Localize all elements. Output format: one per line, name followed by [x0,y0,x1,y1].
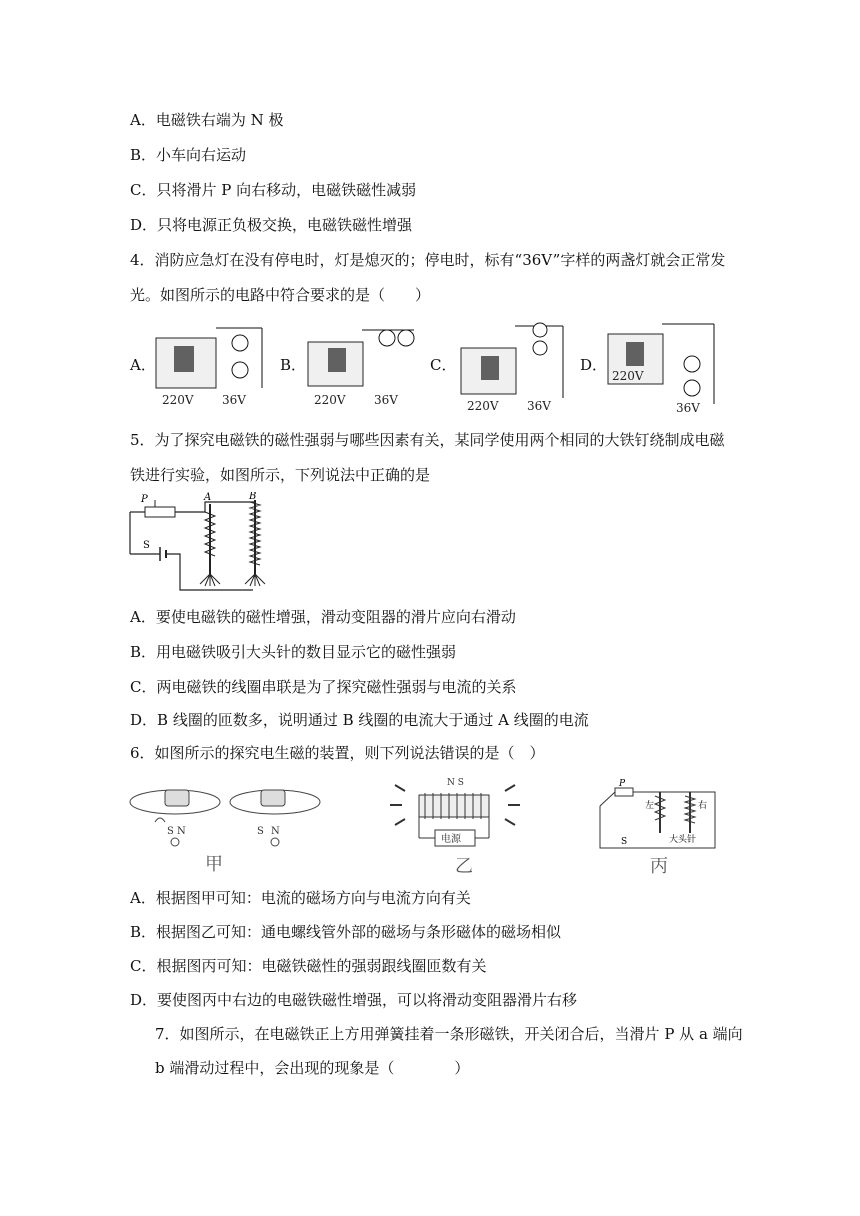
q4-figure-c [455,318,570,413]
q3-option-b: B．小车向右运动 [130,146,247,164]
q6-bing-p-label: P [619,779,626,789]
q4-option-c-label: C． [430,356,457,374]
q4-stem-line2: 光。如图所示的电路中符合要求的是（ ） [130,286,431,304]
q4-option-a-label: A． [130,356,156,374]
q4-stem-line1: 4．消防应急灯在没有停电时，灯是熄灭的；停电时，标有“36V”字样的两盏灯就会正常发 [130,251,726,269]
q6-bing-right-label: 右 [698,801,708,811]
q6-figure-jia [125,780,325,850]
q7-stem-line2: b 端滑动过程中，会出现的现象是（ ） [155,1059,470,1077]
q6-figure-yi [385,775,525,855]
q5-stem-line2: 铁进行实验，如图所示，下列说法中正确的是 [130,466,431,484]
q6-bing-left-label: 左 [645,801,655,811]
q6-stem: 6．如图所示的探究电生磁的装置，则下列说法错误的是（ ） [130,744,545,762]
svg-text:220V: 220V [612,369,644,383]
q6-bing-s-label: S [621,837,628,847]
q4-option-d-label: D． [580,356,608,374]
q5-label-p: P [141,494,148,505]
q5-option-d: D．B 线圈的匝数多，说明通过 B 线圈的电流大于通过 A 线圈的电流 [130,711,589,729]
q3-option-c: C．只将滑片 P 向右移动，电磁铁磁性减弱 [130,181,417,199]
q6-jia-s-right: S [257,826,264,837]
q6-bing-pins-label: 大头针 [669,835,697,845]
q6-yi-power-label: 电源 [441,834,461,845]
q3-option-d: D．只将电源正负极交换，电磁铁磁性增强 [130,216,413,234]
q3-option-a: A．电磁铁右端为 N 极 [130,111,284,129]
q6-caption-yi: 乙 [455,856,473,877]
q5-label-b: B [249,492,257,502]
q6-option-c: C．根据图丙可知：电磁铁磁性的强弱跟线圈匝数有关 [130,957,487,975]
q4-figure-d [602,314,720,414]
q5-option-b: B．用电磁铁吸引大头针的数目显示它的磁性强弱 [130,643,457,661]
svg-text:220V: 220V [314,393,346,407]
q6-yi-ns-label: N S [447,778,464,788]
q6-option-b: B．根据图乙可知：通电螺线管外部的磁场与条形磁体的磁场相似 [130,923,562,941]
q5-option-a: A．要使电磁铁的磁性增强，滑动变阻器的滑片应向右滑动 [130,608,516,626]
svg-text:220V: 220V [162,393,194,407]
q6-jia-s-left: S [167,826,174,837]
q5-label-s: S [143,540,150,551]
q7-stem-line1: 7．如图所示，在电磁铁正上方用弹簧挂着一条形磁铁，开关闭合后，当滑片 P 从 a 端向 [155,1025,743,1043]
q6-option-a: A．根据图甲可知：电流的磁场方向与电流方向有关 [130,889,471,907]
q5-label-a: A [204,492,212,503]
q6-figure-bing [595,778,725,853]
svg-text:36V: 36V [222,393,246,407]
q6-jia-n-left: N [177,826,186,837]
q5-figure [125,492,275,594]
q4-option-b-label: B． [280,356,307,374]
q5-option-c: C．两电磁铁的线圈串联是为了探究磁性强弱与电流的关系 [130,678,517,696]
q6-caption-jia: 甲 [205,854,223,875]
svg-text:220V: 220V [467,399,499,413]
svg-text:36V: 36V [527,399,551,413]
svg-text:36V: 36V [374,393,398,407]
q6-option-d: D．要使图丙中右边的电磁铁磁性增强，可以将滑动变阻器滑片右移 [130,991,578,1009]
q4-figure-b [302,318,422,408]
q4-figure-a [152,318,267,408]
q6-caption-bing: 丙 [650,856,668,877]
q5-stem-line1: 5．为了探究电磁铁的磁性强弱与哪些因素有关，某同学使用两个相同的大铁钉绕制成电磁 [130,431,725,449]
q6-jia-n-right: N [271,826,280,837]
svg-text:36V: 36V [676,401,700,414]
